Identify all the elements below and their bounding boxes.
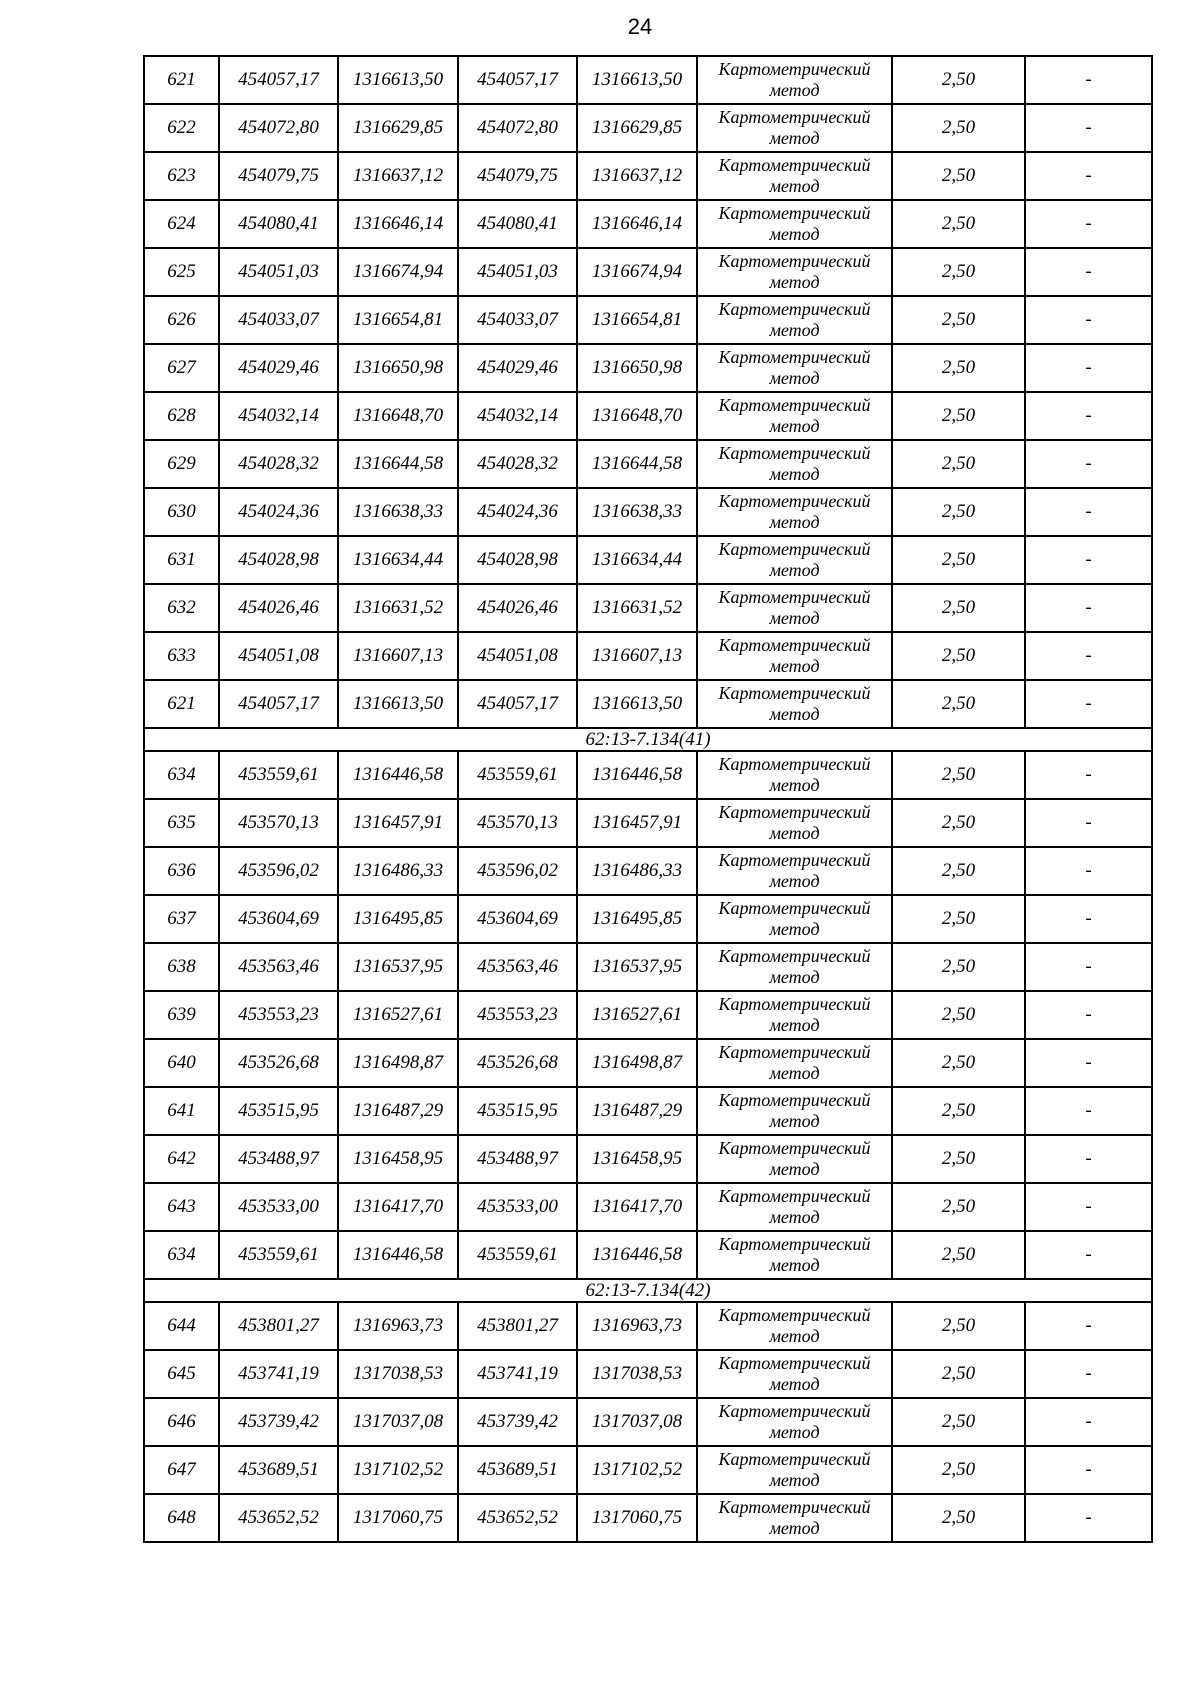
x-new-cell: 454033,07 bbox=[458, 296, 577, 344]
x-existing-cell: 454024,36 bbox=[219, 488, 338, 536]
description-cell: - bbox=[1025, 991, 1152, 1039]
table-row bbox=[144, 344, 1152, 392]
accuracy-cell: 2,50 bbox=[892, 895, 1025, 943]
y-new-cell: 1316417,70 bbox=[577, 1183, 697, 1231]
accuracy-cell: 2,50 bbox=[892, 1350, 1025, 1398]
x-existing-cell: 453741,19 bbox=[219, 1350, 338, 1398]
point-number-cell: 624 bbox=[144, 200, 219, 248]
table-row bbox=[144, 847, 1152, 895]
x-new-cell: 454051,08 bbox=[458, 632, 577, 680]
y-existing-cell: 1316634,44 bbox=[338, 536, 458, 584]
y-new-cell: 1317038,53 bbox=[577, 1350, 697, 1398]
y-new-cell: 1316648,70 bbox=[577, 392, 697, 440]
point-number-cell: 642 bbox=[144, 1135, 219, 1183]
x-new-cell: 453553,23 bbox=[458, 991, 577, 1039]
method-cell: Картометрический метод bbox=[697, 751, 892, 799]
description-cell: - bbox=[1025, 344, 1152, 392]
y-new-cell: 1316650,98 bbox=[577, 344, 697, 392]
y-new-cell: 1316654,81 bbox=[577, 296, 697, 344]
y-existing-cell: 1317102,52 bbox=[338, 1446, 458, 1494]
y-new-cell: 1316613,50 bbox=[577, 680, 697, 728]
table-row bbox=[144, 536, 1152, 584]
point-number-cell: 629 bbox=[144, 440, 219, 488]
accuracy-cell: 2,50 bbox=[892, 536, 1025, 584]
accuracy-cell: 2,50 bbox=[892, 152, 1025, 200]
method-cell: Картометрический метод bbox=[697, 1039, 892, 1087]
x-existing-cell: 453801,27 bbox=[219, 1302, 338, 1350]
table-row bbox=[144, 680, 1152, 728]
point-number-cell: 641 bbox=[144, 1087, 219, 1135]
x-new-cell: 453741,19 bbox=[458, 1350, 577, 1398]
y-new-cell: 1316634,44 bbox=[577, 536, 697, 584]
accuracy-cell: 2,50 bbox=[892, 799, 1025, 847]
x-new-cell: 454079,75 bbox=[458, 152, 577, 200]
y-existing-cell: 1316498,87 bbox=[338, 1039, 458, 1087]
x-existing-cell: 453515,95 bbox=[219, 1087, 338, 1135]
description-cell: - bbox=[1025, 632, 1152, 680]
y-existing-cell: 1316537,95 bbox=[338, 943, 458, 991]
description-cell: - bbox=[1025, 440, 1152, 488]
y-existing-cell: 1316646,14 bbox=[338, 200, 458, 248]
y-new-cell: 1316537,95 bbox=[577, 943, 697, 991]
method-cell: Картометрический метод bbox=[697, 1135, 892, 1183]
accuracy-cell: 2,50 bbox=[892, 943, 1025, 991]
accuracy-cell: 2,50 bbox=[892, 1494, 1025, 1542]
x-existing-cell: 454033,07 bbox=[219, 296, 338, 344]
accuracy-cell: 2,50 bbox=[892, 488, 1025, 536]
point-number-cell: 628 bbox=[144, 392, 219, 440]
point-number-cell: 635 bbox=[144, 799, 219, 847]
y-existing-cell: 1316637,12 bbox=[338, 152, 458, 200]
x-new-cell: 454026,46 bbox=[458, 584, 577, 632]
point-number-cell: 646 bbox=[144, 1398, 219, 1446]
method-cell: Картометрический метод bbox=[697, 847, 892, 895]
method-cell: Картометрический метод bbox=[697, 799, 892, 847]
y-new-cell: 1316527,61 bbox=[577, 991, 697, 1039]
table-row bbox=[144, 751, 1152, 799]
accuracy-cell: 2,50 bbox=[892, 1446, 1025, 1494]
description-cell: - bbox=[1025, 847, 1152, 895]
y-new-cell: 1316631,52 bbox=[577, 584, 697, 632]
description-cell: - bbox=[1025, 392, 1152, 440]
x-new-cell: 453563,46 bbox=[458, 943, 577, 991]
description-cell: - bbox=[1025, 248, 1152, 296]
x-new-cell: 454024,36 bbox=[458, 488, 577, 536]
method-cell: Картометрический метод bbox=[697, 1231, 892, 1279]
description-cell: - bbox=[1025, 296, 1152, 344]
y-new-cell: 1316446,58 bbox=[577, 751, 697, 799]
method-cell: Картометрический метод bbox=[697, 536, 892, 584]
x-new-cell: 453533,00 bbox=[458, 1183, 577, 1231]
x-existing-cell: 454028,32 bbox=[219, 440, 338, 488]
x-existing-cell: 454057,17 bbox=[219, 680, 338, 728]
page-number: 24 bbox=[627, 14, 653, 39]
table-row bbox=[144, 584, 1152, 632]
accuracy-cell: 2,50 bbox=[892, 751, 1025, 799]
y-existing-cell: 1316648,70 bbox=[338, 392, 458, 440]
description-cell: - bbox=[1025, 1087, 1152, 1135]
description-cell: - bbox=[1025, 895, 1152, 943]
table-row bbox=[144, 1398, 1152, 1446]
table-row bbox=[144, 943, 1152, 991]
table-row bbox=[144, 296, 1152, 344]
method-cell: Картометрический метод bbox=[697, 344, 892, 392]
description-cell: - bbox=[1025, 1231, 1152, 1279]
method-cell: Картометрический метод bbox=[697, 200, 892, 248]
accuracy-cell: 2,50 bbox=[892, 1039, 1025, 1087]
y-new-cell: 1316629,85 bbox=[577, 104, 697, 152]
table-row bbox=[144, 152, 1152, 200]
x-existing-cell: 454029,46 bbox=[219, 344, 338, 392]
table-row bbox=[144, 632, 1152, 680]
accuracy-cell: 2,50 bbox=[892, 1231, 1025, 1279]
y-existing-cell: 1316446,58 bbox=[338, 751, 458, 799]
table-row bbox=[144, 991, 1152, 1039]
accuracy-cell: 2,50 bbox=[892, 344, 1025, 392]
y-existing-cell: 1316650,98 bbox=[338, 344, 458, 392]
x-new-cell: 453652,52 bbox=[458, 1494, 577, 1542]
point-number-cell: 625 bbox=[144, 248, 219, 296]
y-new-cell: 1316963,73 bbox=[577, 1302, 697, 1350]
point-number-cell: 623 bbox=[144, 152, 219, 200]
y-existing-cell: 1316527,61 bbox=[338, 991, 458, 1039]
point-number-cell: 626 bbox=[144, 296, 219, 344]
y-existing-cell: 1316644,58 bbox=[338, 440, 458, 488]
accuracy-cell: 2,50 bbox=[892, 200, 1025, 248]
x-new-cell: 454057,17 bbox=[458, 56, 577, 104]
x-existing-cell: 454057,17 bbox=[219, 56, 338, 104]
point-number-cell: 630 bbox=[144, 488, 219, 536]
accuracy-cell: 2,50 bbox=[892, 680, 1025, 728]
x-new-cell: 454051,03 bbox=[458, 248, 577, 296]
method-cell: Картометрический метод bbox=[697, 632, 892, 680]
method-cell: Картометрический метод bbox=[697, 104, 892, 152]
point-number-cell: 640 bbox=[144, 1039, 219, 1087]
y-existing-cell: 1316613,50 bbox=[338, 56, 458, 104]
y-new-cell: 1317060,75 bbox=[577, 1494, 697, 1542]
y-existing-cell: 1317038,53 bbox=[338, 1350, 458, 1398]
x-existing-cell: 454072,80 bbox=[219, 104, 338, 152]
method-cell: Картометрический метод bbox=[697, 56, 892, 104]
description-cell: - bbox=[1025, 488, 1152, 536]
method-cell: Картометрический метод bbox=[697, 1302, 892, 1350]
y-new-cell: 1316446,58 bbox=[577, 1231, 697, 1279]
y-new-cell: 1316637,12 bbox=[577, 152, 697, 200]
table-row bbox=[144, 56, 1152, 104]
x-existing-cell: 453526,68 bbox=[219, 1039, 338, 1087]
section-title: 62:13-7.134(41) bbox=[144, 728, 1152, 751]
description-cell: - bbox=[1025, 104, 1152, 152]
x-new-cell: 454032,14 bbox=[458, 392, 577, 440]
table-row bbox=[144, 1135, 1152, 1183]
table-row bbox=[144, 1302, 1152, 1350]
method-cell: Картометрический метод bbox=[697, 680, 892, 728]
table-row bbox=[144, 799, 1152, 847]
table-row bbox=[144, 440, 1152, 488]
description-cell: - bbox=[1025, 1494, 1152, 1542]
x-new-cell: 453596,02 bbox=[458, 847, 577, 895]
point-number-cell: 627 bbox=[144, 344, 219, 392]
x-existing-cell: 453533,00 bbox=[219, 1183, 338, 1231]
x-existing-cell: 454051,08 bbox=[219, 632, 338, 680]
method-cell: Картометрический метод bbox=[697, 943, 892, 991]
coordinates-table bbox=[143, 55, 1153, 1543]
accuracy-cell: 2,50 bbox=[892, 632, 1025, 680]
accuracy-cell: 2,50 bbox=[892, 584, 1025, 632]
point-number-cell: 621 bbox=[144, 680, 219, 728]
table-row bbox=[144, 104, 1152, 152]
x-existing-cell: 453604,69 bbox=[219, 895, 338, 943]
table-row bbox=[144, 1183, 1152, 1231]
x-new-cell: 454029,46 bbox=[458, 344, 577, 392]
y-existing-cell: 1316446,58 bbox=[338, 1231, 458, 1279]
y-existing-cell: 1317037,08 bbox=[338, 1398, 458, 1446]
description-cell: - bbox=[1025, 751, 1152, 799]
x-existing-cell: 454032,14 bbox=[219, 392, 338, 440]
x-existing-cell: 453559,61 bbox=[219, 751, 338, 799]
y-existing-cell: 1316674,94 bbox=[338, 248, 458, 296]
x-existing-cell: 453689,51 bbox=[219, 1446, 338, 1494]
point-number-cell: 631 bbox=[144, 536, 219, 584]
method-cell: Картометрический метод bbox=[697, 584, 892, 632]
accuracy-cell: 2,50 bbox=[892, 847, 1025, 895]
table-row bbox=[144, 1350, 1152, 1398]
x-new-cell: 453559,61 bbox=[458, 751, 577, 799]
y-existing-cell: 1316631,52 bbox=[338, 584, 458, 632]
description-cell: - bbox=[1025, 584, 1152, 632]
point-number-cell: 634 bbox=[144, 751, 219, 799]
x-new-cell: 453801,27 bbox=[458, 1302, 577, 1350]
y-new-cell: 1317037,08 bbox=[577, 1398, 697, 1446]
method-cell: Картометрический метод bbox=[697, 440, 892, 488]
description-cell: - bbox=[1025, 1350, 1152, 1398]
x-existing-cell: 454080,41 bbox=[219, 200, 338, 248]
accuracy-cell: 2,50 bbox=[892, 104, 1025, 152]
x-new-cell: 453570,13 bbox=[458, 799, 577, 847]
x-existing-cell: 453559,61 bbox=[219, 1231, 338, 1279]
section-title: 62:13-7.134(42) bbox=[144, 1279, 1152, 1302]
y-new-cell: 1316613,50 bbox=[577, 56, 697, 104]
description-cell: - bbox=[1025, 200, 1152, 248]
y-existing-cell: 1316638,33 bbox=[338, 488, 458, 536]
point-number-cell: 637 bbox=[144, 895, 219, 943]
description-cell: - bbox=[1025, 152, 1152, 200]
description-cell: - bbox=[1025, 680, 1152, 728]
method-cell: Картометрический метод bbox=[697, 296, 892, 344]
point-number-cell: 647 bbox=[144, 1446, 219, 1494]
table-row bbox=[144, 1494, 1152, 1542]
y-existing-cell: 1316495,85 bbox=[338, 895, 458, 943]
y-existing-cell: 1316457,91 bbox=[338, 799, 458, 847]
point-number-cell: 622 bbox=[144, 104, 219, 152]
table-row bbox=[144, 200, 1152, 248]
accuracy-cell: 2,50 bbox=[892, 1302, 1025, 1350]
y-existing-cell: 1316613,50 bbox=[338, 680, 458, 728]
x-new-cell: 454072,80 bbox=[458, 104, 577, 152]
y-existing-cell: 1316417,70 bbox=[338, 1183, 458, 1231]
x-existing-cell: 454051,03 bbox=[219, 248, 338, 296]
description-cell: - bbox=[1025, 1135, 1152, 1183]
accuracy-cell: 2,50 bbox=[892, 440, 1025, 488]
y-new-cell: 1316495,85 bbox=[577, 895, 697, 943]
x-new-cell: 453559,61 bbox=[458, 1231, 577, 1279]
y-new-cell: 1316646,14 bbox=[577, 200, 697, 248]
table-row bbox=[144, 1446, 1152, 1494]
point-number-cell: 643 bbox=[144, 1183, 219, 1231]
y-new-cell: 1316486,33 bbox=[577, 847, 697, 895]
method-cell: Картометрический метод bbox=[697, 991, 892, 1039]
method-cell: Картометрический метод bbox=[697, 895, 892, 943]
point-number-cell: 634 bbox=[144, 1231, 219, 1279]
accuracy-cell: 2,50 bbox=[892, 296, 1025, 344]
y-existing-cell: 1316486,33 bbox=[338, 847, 458, 895]
table-row bbox=[144, 1087, 1152, 1135]
x-existing-cell: 453596,02 bbox=[219, 847, 338, 895]
y-existing-cell: 1316629,85 bbox=[338, 104, 458, 152]
point-number-cell: 638 bbox=[144, 943, 219, 991]
method-cell: Картометрический метод bbox=[697, 248, 892, 296]
y-existing-cell: 1316458,95 bbox=[338, 1135, 458, 1183]
point-number-cell: 632 bbox=[144, 584, 219, 632]
y-new-cell: 1316638,33 bbox=[577, 488, 697, 536]
method-cell: Картометрический метод bbox=[697, 1494, 892, 1542]
coordinates-table-body bbox=[144, 56, 1152, 1542]
section-header-row bbox=[144, 728, 1152, 751]
table-row bbox=[144, 248, 1152, 296]
x-existing-cell: 454028,98 bbox=[219, 536, 338, 584]
x-new-cell: 453739,42 bbox=[458, 1398, 577, 1446]
description-cell: - bbox=[1025, 56, 1152, 104]
accuracy-cell: 2,50 bbox=[892, 56, 1025, 104]
x-new-cell: 453604,69 bbox=[458, 895, 577, 943]
table-row bbox=[144, 488, 1152, 536]
point-number-cell: 621 bbox=[144, 56, 219, 104]
accuracy-cell: 2,50 bbox=[892, 1087, 1025, 1135]
description-cell: - bbox=[1025, 536, 1152, 584]
x-new-cell: 453526,68 bbox=[458, 1039, 577, 1087]
x-existing-cell: 453739,42 bbox=[219, 1398, 338, 1446]
y-new-cell: 1316644,58 bbox=[577, 440, 697, 488]
accuracy-cell: 2,50 bbox=[892, 392, 1025, 440]
x-existing-cell: 453488,97 bbox=[219, 1135, 338, 1183]
point-number-cell: 645 bbox=[144, 1350, 219, 1398]
y-existing-cell: 1317060,75 bbox=[338, 1494, 458, 1542]
y-new-cell: 1316457,91 bbox=[577, 799, 697, 847]
method-cell: Картометрический метод bbox=[697, 1183, 892, 1231]
method-cell: Картометрический метод bbox=[697, 488, 892, 536]
description-cell: - bbox=[1025, 1183, 1152, 1231]
method-cell: Картометрический метод bbox=[697, 152, 892, 200]
x-existing-cell: 453553,23 bbox=[219, 991, 338, 1039]
point-number-cell: 633 bbox=[144, 632, 219, 680]
x-new-cell: 454057,17 bbox=[458, 680, 577, 728]
y-new-cell: 1316487,29 bbox=[577, 1087, 697, 1135]
method-cell: Картометрический метод bbox=[697, 1446, 892, 1494]
x-new-cell: 453689,51 bbox=[458, 1446, 577, 1494]
x-existing-cell: 453570,13 bbox=[219, 799, 338, 847]
description-cell: - bbox=[1025, 943, 1152, 991]
y-new-cell: 1316674,94 bbox=[577, 248, 697, 296]
accuracy-cell: 2,50 bbox=[892, 1398, 1025, 1446]
point-number-cell: 636 bbox=[144, 847, 219, 895]
x-new-cell: 453488,97 bbox=[458, 1135, 577, 1183]
description-cell: - bbox=[1025, 1039, 1152, 1087]
table-row bbox=[144, 1231, 1152, 1279]
y-new-cell: 1316607,13 bbox=[577, 632, 697, 680]
description-cell: - bbox=[1025, 799, 1152, 847]
y-existing-cell: 1316654,81 bbox=[338, 296, 458, 344]
x-existing-cell: 454079,75 bbox=[219, 152, 338, 200]
y-existing-cell: 1316963,73 bbox=[338, 1302, 458, 1350]
section-header-row bbox=[144, 1279, 1152, 1302]
x-new-cell: 454028,98 bbox=[458, 536, 577, 584]
x-existing-cell: 454026,46 bbox=[219, 584, 338, 632]
description-cell: - bbox=[1025, 1446, 1152, 1494]
y-new-cell: 1317102,52 bbox=[577, 1446, 697, 1494]
point-number-cell: 644 bbox=[144, 1302, 219, 1350]
point-number-cell: 639 bbox=[144, 991, 219, 1039]
y-new-cell: 1316498,87 bbox=[577, 1039, 697, 1087]
description-cell: - bbox=[1025, 1398, 1152, 1446]
x-existing-cell: 453652,52 bbox=[219, 1494, 338, 1542]
accuracy-cell: 2,50 bbox=[892, 1183, 1025, 1231]
method-cell: Картометрический метод bbox=[697, 1350, 892, 1398]
y-existing-cell: 1316607,13 bbox=[338, 632, 458, 680]
x-new-cell: 453515,95 bbox=[458, 1087, 577, 1135]
y-new-cell: 1316458,95 bbox=[577, 1135, 697, 1183]
table-row bbox=[144, 1039, 1152, 1087]
table-row bbox=[144, 392, 1152, 440]
accuracy-cell: 2,50 bbox=[892, 1135, 1025, 1183]
method-cell: Картометрический метод bbox=[697, 1087, 892, 1135]
x-new-cell: 454080,41 bbox=[458, 200, 577, 248]
x-existing-cell: 453563,46 bbox=[219, 943, 338, 991]
y-existing-cell: 1316487,29 bbox=[338, 1087, 458, 1135]
method-cell: Картометрический метод bbox=[697, 1398, 892, 1446]
accuracy-cell: 2,50 bbox=[892, 248, 1025, 296]
method-cell: Картометрический метод bbox=[697, 392, 892, 440]
table-row bbox=[144, 895, 1152, 943]
point-number-cell: 648 bbox=[144, 1494, 219, 1542]
description-cell: - bbox=[1025, 1302, 1152, 1350]
x-new-cell: 454028,32 bbox=[458, 440, 577, 488]
accuracy-cell: 2,50 bbox=[892, 991, 1025, 1039]
